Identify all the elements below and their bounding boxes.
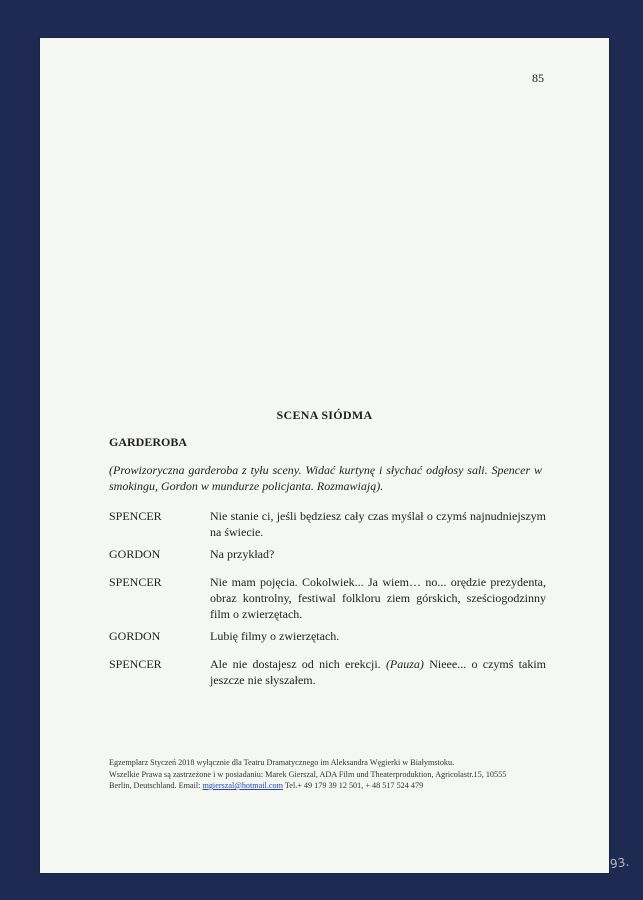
scene-title: SCENA SIÓDMA xyxy=(276,408,373,422)
footer-text: Tel.+ 49 179 39 12 501, + 48 517 524 479 xyxy=(282,781,424,790)
speech-text-part: Nieee... o czymś takim jeszcze nie słyszałem. xyxy=(210,657,547,687)
email-link[interactable]: mgierszal@hotmail.com xyxy=(202,781,283,790)
footer-line: Egzemplarz Styczeń 2018 wyłącznie dla Teatru Dramatycznego im Aleksandra Węgierki w Białymstoku. xyxy=(109,758,455,767)
speaker-name: SPENCER xyxy=(109,509,162,523)
copyright-footer xyxy=(109,757,549,792)
scene-location: GARDEROBA xyxy=(109,435,188,449)
handwritten-page-mark: 93. xyxy=(609,854,630,872)
speaker-name: GORDON xyxy=(109,629,161,643)
page-number: 85 xyxy=(532,71,544,85)
speech-text-part: Ale nie dostajesz od nich erekcji. xyxy=(210,657,386,671)
speech-text: Nie stanie ci, jeśli będziesz cały czas myślał o czymś najnudniejszym na świecie. xyxy=(210,509,546,539)
speaker-name: GORDON xyxy=(109,547,161,561)
speech-text: Nie mam pojęcia. Cokolwiek... Ja wiem… no... orędzie prezydenta, obraz kontrolny, festiwal folkloru ziem górskich, sześciogodzinny film o zwierzętach. xyxy=(210,575,546,621)
pause-direction: (Pauza) xyxy=(385,657,424,671)
footer-text: Berlin, Deutschland. Email: xyxy=(109,781,203,790)
speaker-name: SPENCER xyxy=(109,657,162,671)
speech-text: Na przykład? xyxy=(210,547,275,561)
speech-text xyxy=(210,656,546,688)
stage-direction: (Prowizoryczna garderoba z tyłu sceny. Widać kurtynę i słychać odgłosy sali. Spencer w smokingu, Gordon w mundurze policjanta. Rozmawiają). xyxy=(109,463,542,493)
footer-line: Wszelkie Prawa są zastrzeżone i w posiadaniu: Marek Gierszal, ADA Film und Theaterproduktion, Agricolastr.15, 10555 xyxy=(109,769,507,779)
speech-text: Lubię filmy o zwierzętach. xyxy=(210,629,340,643)
speaker-name: SPENCER xyxy=(109,575,162,589)
script-page xyxy=(40,38,609,873)
footer-line xyxy=(109,780,549,792)
